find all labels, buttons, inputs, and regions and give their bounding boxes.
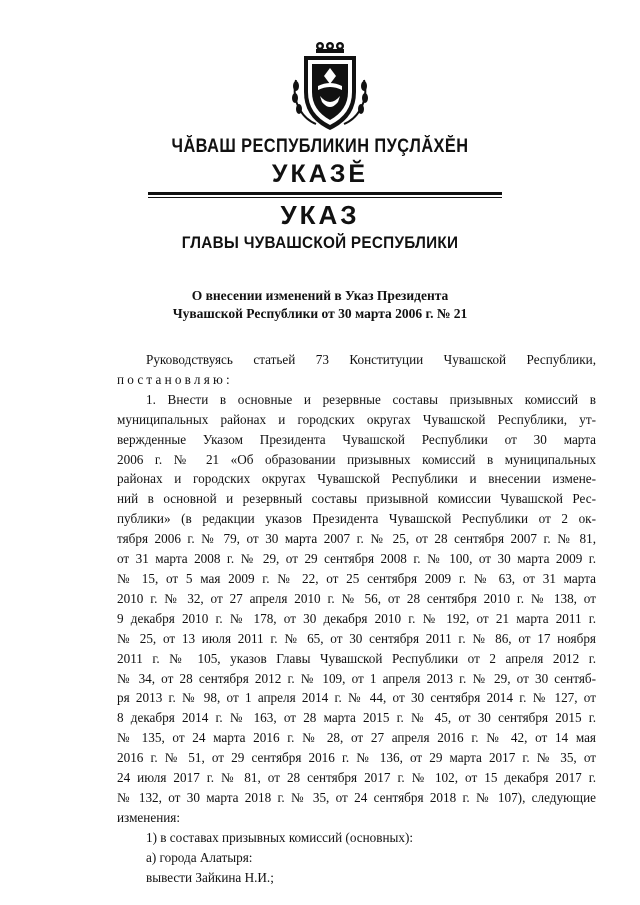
subitem-a: а) города Алатыря: [146,849,253,865]
header-divider-thick [148,192,502,195]
action-line: вывести Зайкина Н.И.; [146,869,274,885]
item-1-line: 24 июля 2017 г. № 81, от 28 сентября 2017 г. № 102, от 15 декабря 2017 г. [117,770,596,786]
item-1-line: № 132, от 30 марта 2018 г. № 35, от 24 сентября 2018 г. № 107), следующие [117,789,596,805]
item-1-line: 9 декабря 2010 г. № 178, от 30 декабря 2010 г. № 192, от 21 марта 2011 г. [117,610,596,626]
item-1-line: № 135, от 24 марта 2016 г. № 28, от 27 апреля 2016 г. № 42, от 14 мая [117,730,596,746]
item-1-paragraph [117,390,596,828]
header-divider-thin [148,197,502,198]
item-1-line: районах и городских округах Чувашской Республики и внесении измене- [117,471,596,487]
item-1-line: 1. Внести в основные и резервные составы призывных комиссий в [146,391,596,407]
item-1-line: 8 декабря 2014 г. № 163, от 28 марта 2015 г. № 45, от 30 сентября 2015 г. [117,710,596,726]
header-russian-decree: УКАЗ [280,200,360,230]
item-1-line: № 25, от 13 июля 2011 г. № 65, от 30 сентября 2011 г. № 86, от 17 ноября [117,630,596,646]
header-russian-title: ГЛАВЫ ЧУВАШСКОЙ РЕСПУБЛИКИ [181,233,459,252]
item-1-line: ря 2013 г. № 98, от 1 апреля 2014 г. № 44, от 30 сентября 2014 г. № 127, от [117,690,596,706]
item-1-line: 2016 г. № 51, от 29 сентября 2016 г. № 136, от 29 марта 2017 г. № 35, от [117,750,596,766]
document-subject [0,287,640,323]
item-1-line: вержденные Указом Президента Чувашской Республики от 30 марта [117,431,596,447]
item-1-line: 2011 г. № 105, указов Главы Чувашской Республики от 2 апреля 2012 г. [117,650,596,666]
item-1-line: 2010 г. № 32, от 27 апреля 2010 г. № 56, от 28 сентября 2010 г. № 138, от [117,590,596,606]
intro-paragraph: Руководствуясь статьей 73 Конституции Чувашской Республики, [146,352,596,367]
subitem-1: 1) в составах призывных комиссий (основных): [146,829,414,845]
header-chuvash-decree: УКАЗĔ [271,160,369,188]
coat-of-arms-icon [290,40,370,132]
item-1-line: изменения: [117,809,181,825]
item-1-line: № 34, от 28 сентября 2012 г. № 109, от 1 апреля 2013 г. № 29, от 30 сентяб- [117,670,596,686]
item-1-line: 2006 г. № 21 «Об образовании призывных комиссий в муниципальных [117,451,596,467]
header-chuvash-title: ЧĂВАШ РЕСПУБЛИКИН ПУÇЛĂХĔН [171,136,469,157]
item-1-line: публики» (в редакции указов Президента Чувашской Республики от 2 ок- [117,511,596,527]
item-1-line: ний в основной и резервный составы призывной комиссии Чувашской Рес- [117,491,596,507]
decree-word: постановляю: [117,371,233,387]
document-body [117,350,596,887]
subject-line-1: О внесении изменений в Указ Президента [191,288,449,303]
item-1-line: от 31 марта 2008 г. № 29, от 29 сентября 2008 г. № 100, от 30 марта 2009 г. [117,551,596,567]
item-1-line: тября 2006 г. № 79, от 30 марта 2007 г. № 25, от 28 сентября 2007 г. № 81, [117,531,596,547]
subject-line-2: Чувашской Республики от 30 марта 2006 г. № 21 [172,306,468,321]
item-1-line: муниципальных районах и городских округах Чувашской Республики, ут- [117,411,596,427]
item-1-line: № 15, от 5 мая 2009 г. № 22, от 25 сентября 2009 г. № 63, от 31 марта [117,570,596,586]
